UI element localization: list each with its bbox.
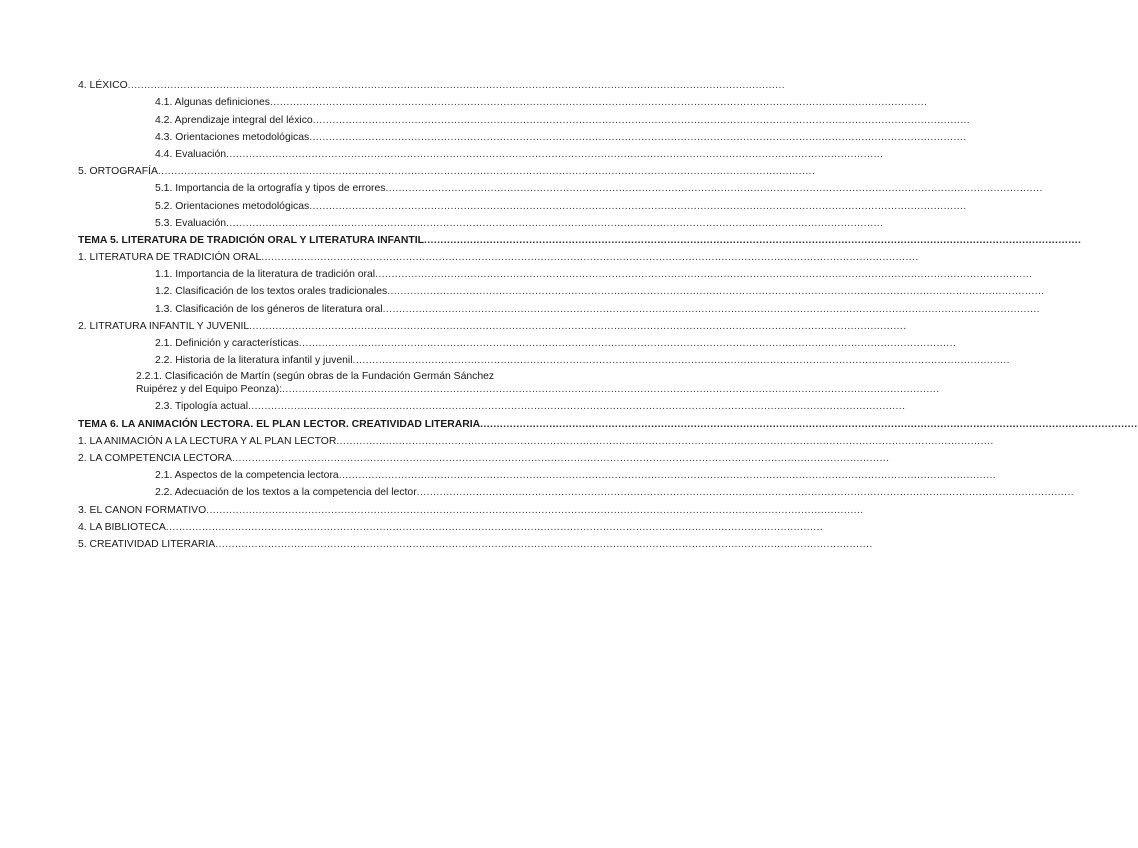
dot-leader: ........................................................................................................................................................................................................ [352, 355, 1010, 367]
toc-entry-text: 5.3. Evaluación [155, 217, 227, 229]
dot-leader: ........................................................................................................................................................................................................ [226, 148, 884, 160]
dot-leader: ........................................................................................................................................................................................................ [338, 470, 997, 482]
toc-entry-text: 5.2. Orientaciones metodológicas [155, 200, 310, 212]
toc-entry[interactable] [78, 534, 873, 551]
toc-entry-text: 4. LA BIBLIOTECA [78, 521, 166, 533]
toc-entry-text: 1.2. Clasificación de los textos orales tradicionales [155, 286, 388, 298]
toc-entry[interactable] [78, 350, 1010, 367]
dot-leader: ........................................................................................................................................................................................................ [416, 487, 1075, 499]
toc-entry-text: 5. CREATIVIDAD LITERARIA [78, 538, 216, 550]
dot-leader: ........................................................................................................................................................................................................ [249, 320, 907, 332]
toc-chapter-heading[interactable] [78, 230, 1082, 247]
toc-entry[interactable] [78, 431, 994, 448]
toc-entry-text: 2. LITRATURA INFANTIL Y JUVENIL [78, 320, 250, 332]
toc-entry-text: 4. LÉXICO [78, 80, 128, 92]
dot-leader: ........................................................................................................................................................................................................ [312, 114, 971, 126]
toc-entry-text: 5.1. Importancia de la ortografía y tipos de errores [155, 183, 386, 195]
toc-entry-text: 4.4. Evaluación [155, 148, 227, 160]
toc-entry[interactable] [78, 396, 906, 413]
toc-entry[interactable] [78, 333, 957, 350]
dot-leader: ........................................................................................................................................................................................................ [248, 401, 906, 413]
toc-entry[interactable] [78, 75, 786, 92]
toc-entry[interactable] [78, 213, 884, 230]
toc-entry-text: 4.2. Aprendizaje integral del léxico [155, 114, 313, 126]
toc-entry-text: 4.1. Algunas definiciones [155, 97, 270, 109]
dot-leader: ........................................................................................................................................................................................................ [127, 80, 786, 92]
toc-entry-text: 2. LA COMPETENCIA LECTORA [78, 452, 232, 464]
dot-leader: ........................................................................................................................................................................................................ [157, 166, 816, 178]
toc-entry-text: 1.3. Clasificación de los géneros de literatura oral [155, 303, 383, 315]
dot-leader: ........................................................................................................................................................................................................ [261, 252, 919, 264]
toc-entry-text: 1. LITERATURA DE TRADICIÓN ORAL [78, 252, 262, 264]
dot-leader: ........................................................................................................................................................................................................ [387, 286, 1045, 298]
toc-chapter-heading[interactable] [78, 413, 1138, 430]
dot-leader: ........................................................................................................................................................................................................ [298, 338, 957, 349]
toc-entry[interactable] [78, 370, 940, 396]
toc-entry[interactable] [78, 465, 997, 482]
toc-entry[interactable] [78, 316, 907, 333]
toc-entry[interactable] [78, 161, 816, 178]
toc-entry-text: 2.2. Historia de la literatura infantil y juvenil [155, 355, 353, 367]
dot-leader: ........................................................................................................................................................................................................ [226, 217, 884, 229]
toc-entry[interactable] [78, 144, 884, 161]
dot-leader: ........................................................................................................................................................................................................ [382, 303, 1040, 315]
toc-entry[interactable] [78, 92, 928, 109]
dot-leader: ........................................................................................................................................................................................................ [206, 504, 864, 516]
toc-entry[interactable] [78, 499, 864, 516]
toc-entry[interactable] [78, 448, 890, 465]
toc-entry-text-continued: Ruipérez y del Equipo Peonza): [136, 384, 283, 396]
dot-leader: ........................................................................................................................................................................................................ [480, 418, 1138, 430]
toc-entry-text: 2.2. Adecuación de los textos a la competencia del lector [155, 487, 417, 499]
dot-leader: ........................................................................................................................................................................................................ [423, 234, 1082, 246]
toc-entry[interactable] [78, 281, 1045, 298]
toc-entry-text: TEMA 5. LITERATURA DE TRADICIÓN ORAL Y LITERATURA INFANTIL [78, 234, 424, 246]
toc-entry-text: 5. ORTOGRAFÍA [78, 166, 158, 178]
toc-entry[interactable] [78, 247, 919, 264]
dot-leader: ........................................................................................................................................................................................................ [385, 183, 1043, 195]
dot-leader: ........................................................................................................................................................................................................ [215, 538, 873, 550]
dot-leader: ........................................................................................................................................................................................................ [282, 384, 940, 396]
toc-entry-text: 2.1. Aspectos de la competencia lectora [155, 470, 339, 482]
dot-leader: ........................................................................................................................................................................................................ [269, 97, 928, 109]
toc-entry[interactable] [78, 517, 824, 534]
toc-entry-text: TEMA 6. LA ANIMACIÓN LECTORA. EL PLAN LECTOR. CREATIVIDAD LITERARIA [78, 418, 481, 430]
dot-leader: ........................................................................................................................................................................................................ [231, 452, 890, 464]
toc-entry-text: 3. EL CANON FORMATIVO [78, 504, 207, 516]
table-of-contents [78, 75, 1138, 551]
toc-entry[interactable] [78, 482, 1075, 499]
toc-entry[interactable] [78, 178, 1043, 195]
toc-entry[interactable] [78, 264, 1033, 281]
toc-entry-text: 2.2.1. Clasificación de Martín (según obras de la Fundación Germán Sánchez [136, 371, 495, 383]
toc-entry-text: 2.1. Definición y características [155, 338, 299, 349]
dot-leader: ........................................................................................................................................................................................................ [309, 200, 967, 212]
toc-entry-text: 1. LA ANIMACIÓN A LA LECTURA Y AL PLAN LECTOR [78, 435, 337, 447]
toc-entry[interactable] [78, 127, 967, 144]
dot-leader: ........................................................................................................................................................................................................ [165, 521, 824, 533]
dot-leader: ........................................................................................................................................................................................................ [309, 131, 967, 143]
toc-entry-text: 1.1. Importancia de la literatura de tradición oral [155, 269, 376, 281]
toc-entry-text: 4.3. Orientaciones metodológicas [155, 131, 310, 143]
toc-entry[interactable] [78, 195, 967, 212]
toc-entry[interactable] [78, 109, 971, 126]
toc-entry[interactable] [78, 298, 1040, 315]
dot-leader: ........................................................................................................................................................................................................ [336, 435, 994, 447]
dot-leader: ........................................................................................................................................................................................................ [375, 269, 1033, 281]
toc-entry-text: 2.3. Tipología actual [155, 401, 249, 413]
